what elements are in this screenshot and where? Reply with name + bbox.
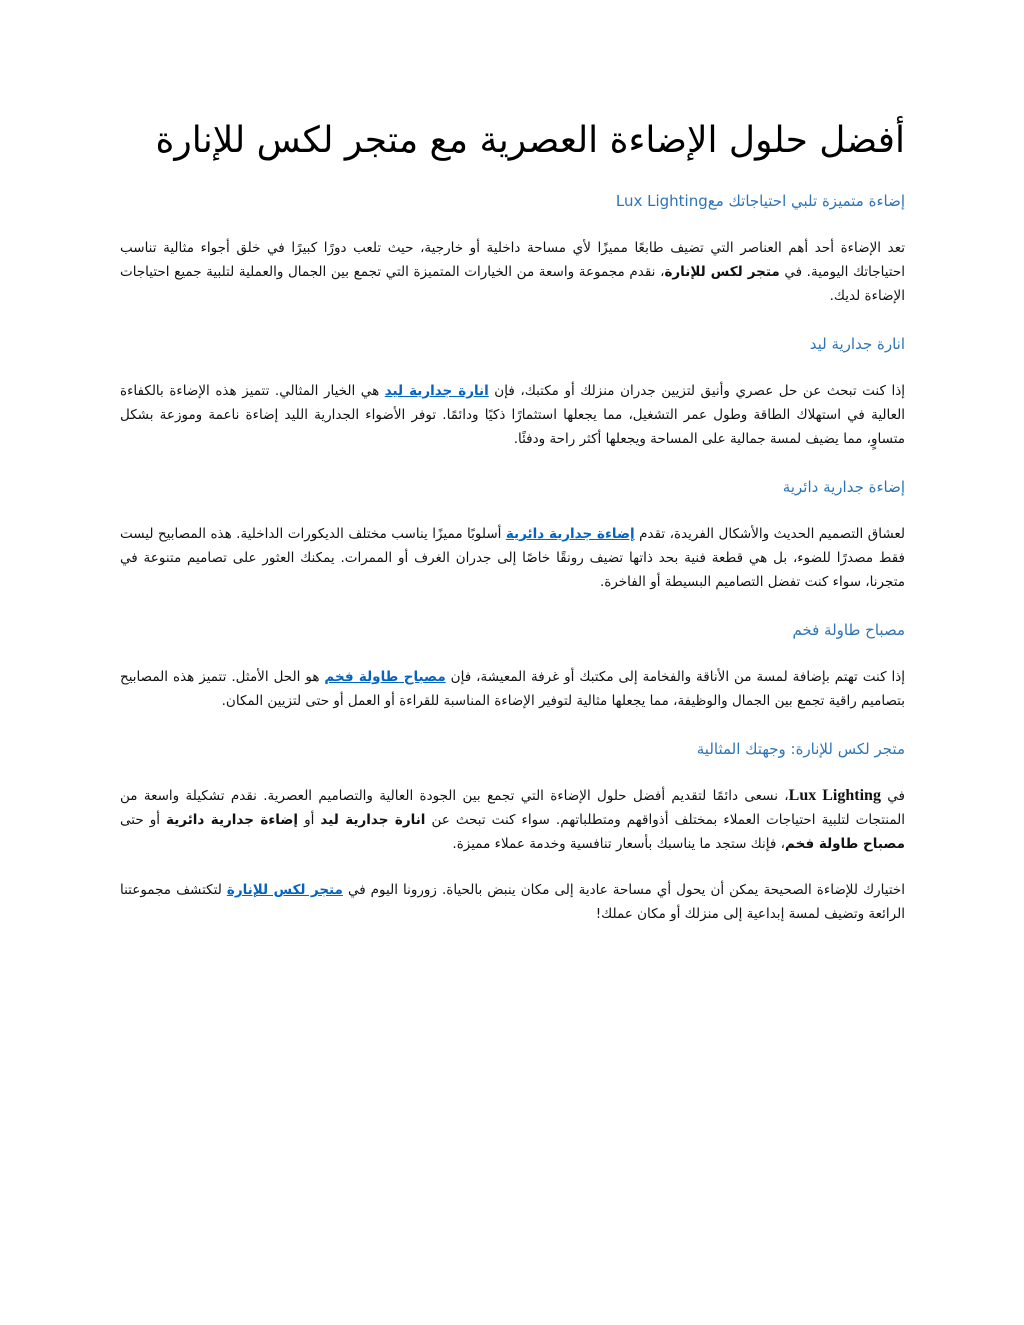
store-heading: متجر لكس للإنارة: وجهتك المثالية [696, 739, 905, 758]
document-page [120, 118, 905, 952]
store-bold-table-lamp: مصباح طاولة فخم [785, 835, 905, 852]
store-text-even: أو حتى [120, 811, 167, 828]
closing-text-end: لتكتشف مجموعتنا الرائعة وتضيف لمسة إبداعية إلى منزلك أو مكان عملك! [120, 881, 905, 922]
round-text-start: لعشاق التصميم الحديث والأشكال الفريدة، تقدم [634, 525, 906, 542]
store-text-a: ، نسعى دائمًا لتقديم أفضل حلول الإضاءة التي تجمع بين الجودة العالية والتصاميم العصرية. نقدم تشكيلة واسعة من المنتجات لتلبية احتياجات العملاء بمختلف أذواقهم ومتطلباتهم. سواء كنت تبحث عن [120, 787, 906, 828]
round-text-end: أسلوبًا مميزًا يناسب مختلف الديكورات الداخلية. هذه المصابيح ليست فقط مصدرًا للضوء، بل هي قطعة فنية بحد ذاتها تضيف رونقًا خاصًا إلى جدران الغرف أو الممرات. يمكنك العثور على تصاميم متنوعة في متجرنا، سواء كنت تفضل التصاميم البسيطة أو الفاخرة. [120, 525, 905, 590]
store-bold-round: إضاءة جدارية دائرية [166, 811, 299, 828]
table-text-start: إذا كنت تهتم بإضافة لمسة من الأناقة والفخامة إلى مكتبك أو غرفة المعيشة، فإن [445, 668, 905, 685]
led-wall-light-link[interactable]: انارة جدارية ليد [384, 382, 489, 399]
round-heading: إضاءة جدارية دائرية [782, 477, 905, 496]
store-brand-name: Lux Lighting [788, 786, 881, 804]
intro-text-end: ، نقدم مجموعة واسعة من الخيارات المتميزة التي تجمع بين الجمال والعملية لتلبية جميع احتياجات الإضاءة لديك. [120, 263, 905, 304]
intro-store-name: متجر لكس للإنارة [664, 263, 780, 280]
intro-heading-brand: Lux Lighting [615, 191, 708, 210]
table-lamp-paragraph [120, 665, 905, 713]
store-link[interactable]: متجر لكس للإنارة [226, 881, 343, 898]
table-text-end: هو الحل الأمثل. تتميز هذه المصابيح بتصاميم راقية تجمع بين الجمال والوظيفة، مما يجعلها مثالية لتوفير الإضاءة المناسبة للقراءة أو العمل أو حتى لتزيين المكان. [120, 668, 905, 709]
intro-heading [120, 191, 905, 212]
closing-paragraph [120, 878, 905, 926]
store-paragraph [120, 784, 905, 856]
round-paragraph [120, 522, 905, 594]
led-paragraph [120, 379, 905, 451]
led-text-end: هي الخيار المثالي. تتميز هذه الإضاءة بالكفاءة العالية في استهلاك الطاقة وطول عمر التشغيل، مما يجعلها استثمارًا ذكيًا ودائمًا. توفر الأضواء الجدارية الليد إضاءة ناعمة وموزعة بشكل متساوٍ، مما يضيف لمسة جمالية على المساحة ويجعلها أكثر راحة ودفئًا. [120, 382, 905, 447]
luxury-table-lamp-link[interactable]: مصباح طاولة فخم [324, 668, 446, 685]
document-title: أفضل حلول الإضاءة العصرية مع متجر لكس للإنارة [155, 120, 905, 161]
store-text-pre: في [880, 787, 905, 804]
round-wall-light-link[interactable]: إضاءة جدارية دائرية [505, 525, 635, 542]
intro-paragraph [120, 236, 905, 308]
led-heading: انارة جدارية ليد [809, 334, 905, 353]
closing-text-start: اختيارك للإضاءة الصحيحة يمكن أن يحول أي مساحة عادية إلى مكان ينبض بالحياة. زورونا اليوم في [342, 881, 905, 898]
store-text-end: ، فإنك ستجد ما يناسبك بأسعار تنافسية وخدمة عملاء مميزة. [452, 835, 786, 852]
store-bold-led: انارة جدارية ليد [320, 811, 426, 828]
store-text-or: أو [298, 811, 321, 828]
table-lamp-heading: مصباح طاولة فخم [792, 620, 905, 639]
led-text-start: إذا كنت تبحث عن حل عصري وأنيق لتزيين جدران منزلك أو مكتبك، فإن [488, 382, 905, 399]
intro-heading-text: إضاءة متميزة تلبي احتياجاتك مع [707, 191, 905, 210]
intro-text-start: تعد الإضاءة أحد أهم العناصر التي تضيف طابعًا مميزًا لأي مساحة داخلية أو خارجية، حيث تلعب دورًا كبيرًا في خلق أجواء مثالية تناسب احتياجاتك اليومية. في [120, 239, 906, 280]
